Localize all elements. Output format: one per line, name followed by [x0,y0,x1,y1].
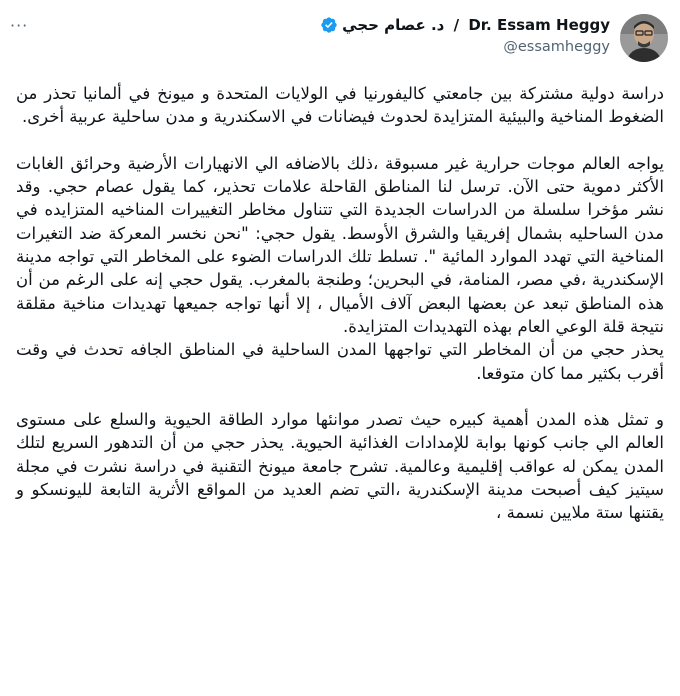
paragraph-warning: يحذر حجي من أن المخاطر التي تواجهها المدن الساحلية في المناطق الجافه تحدث في وقت أقرب بكثير مما كان متوقعا. [16,340,664,383]
author-name-row[interactable] [320,15,610,35]
name-separator: / [448,16,465,34]
verified-badge-icon [320,16,338,34]
paragraph-cities: و تمثل هذه المدن أهمية كبيره حيث تصدر موانئها موارد الطاقة الحيوية والسلع على مستوى العالم الي جانب كونها بوابة للإمدادات الغذائية الحيوية. يحذر حجي من أن التدهور السريع لتلك المدن يمكن له عواقب إقليمية وعالمية. تشرح جامعة ميونخ التقنية في دراسة نشرت في مجلة سيتيز كيف أصبحت مدينة الإسكندرية ،التي تضم العديد من المواقع الأثرية التابعة لليونسكو و يقتنها ستة ملايين نسمة ، [16,410,664,523]
avatar-portrait-icon [620,14,668,62]
author-handle[interactable]: @essamheggy [503,39,610,55]
tweet-header [0,14,680,64]
author-name-arabic[interactable]: د. عصام حجي [342,16,445,34]
tweet-text [16,82,664,525]
paragraph-intro: دراسة دولية مشتركة بين جامعتي كاليفورنيا في الولايات المتحدة و ميونخ في ألمانيا تحذر من الضغوط المناخية والبيئية المتزايدة لحدوث فيضانات في الاسكندرية و مدن ساحلية عربية أخرى. [16,84,664,127]
more-options-icon[interactable]: ··· [10,16,29,35]
avatar[interactable] [620,14,668,62]
author-names[interactable] [320,15,610,57]
paragraph-gap [16,129,664,152]
author-name-english[interactable]: Dr. Essam Heggy [468,16,610,34]
paragraph-gap [16,385,664,408]
paragraph-heatwaves: يواجه العالم موجات حرارية غير مسبوقة ،ذلك بالاضافه الي الانهيارات الأرضية وحرائق الغابات الأكثر دموية حتى الآن. ترسل لنا المناطق القاحلة علامات تحذير، كما يقول عصام حجي. وقد نشر مؤخرا سلسلة من الدراسات الجديدة التي تتناول مخاطر التغييرات المناخيه المتزايده في مدن الساحليه بشمال إفريقيا والشرق الأوسط. يقول حجي: "نحن نخسر المعركة ضد التغيرات المناخية التي تهدد الموارد المائية ". تسلط تلك الدراسات الضوء على المخاطر التي تواجه مدينة الإسكندرية ،في مصر، المنامة، في البحرين؛ وطنجة بالمغرب. يقول حجي إنه على الرغم من أن هذه المناطق تبعد عن بعضها البعض آلاف الأميال ، إلا أنها تواجه جميعها تهديدات مناخية مقلقة نتيجة قلة الوعي العام بهذه التهديدات المتزايدة. [16,153,664,336]
